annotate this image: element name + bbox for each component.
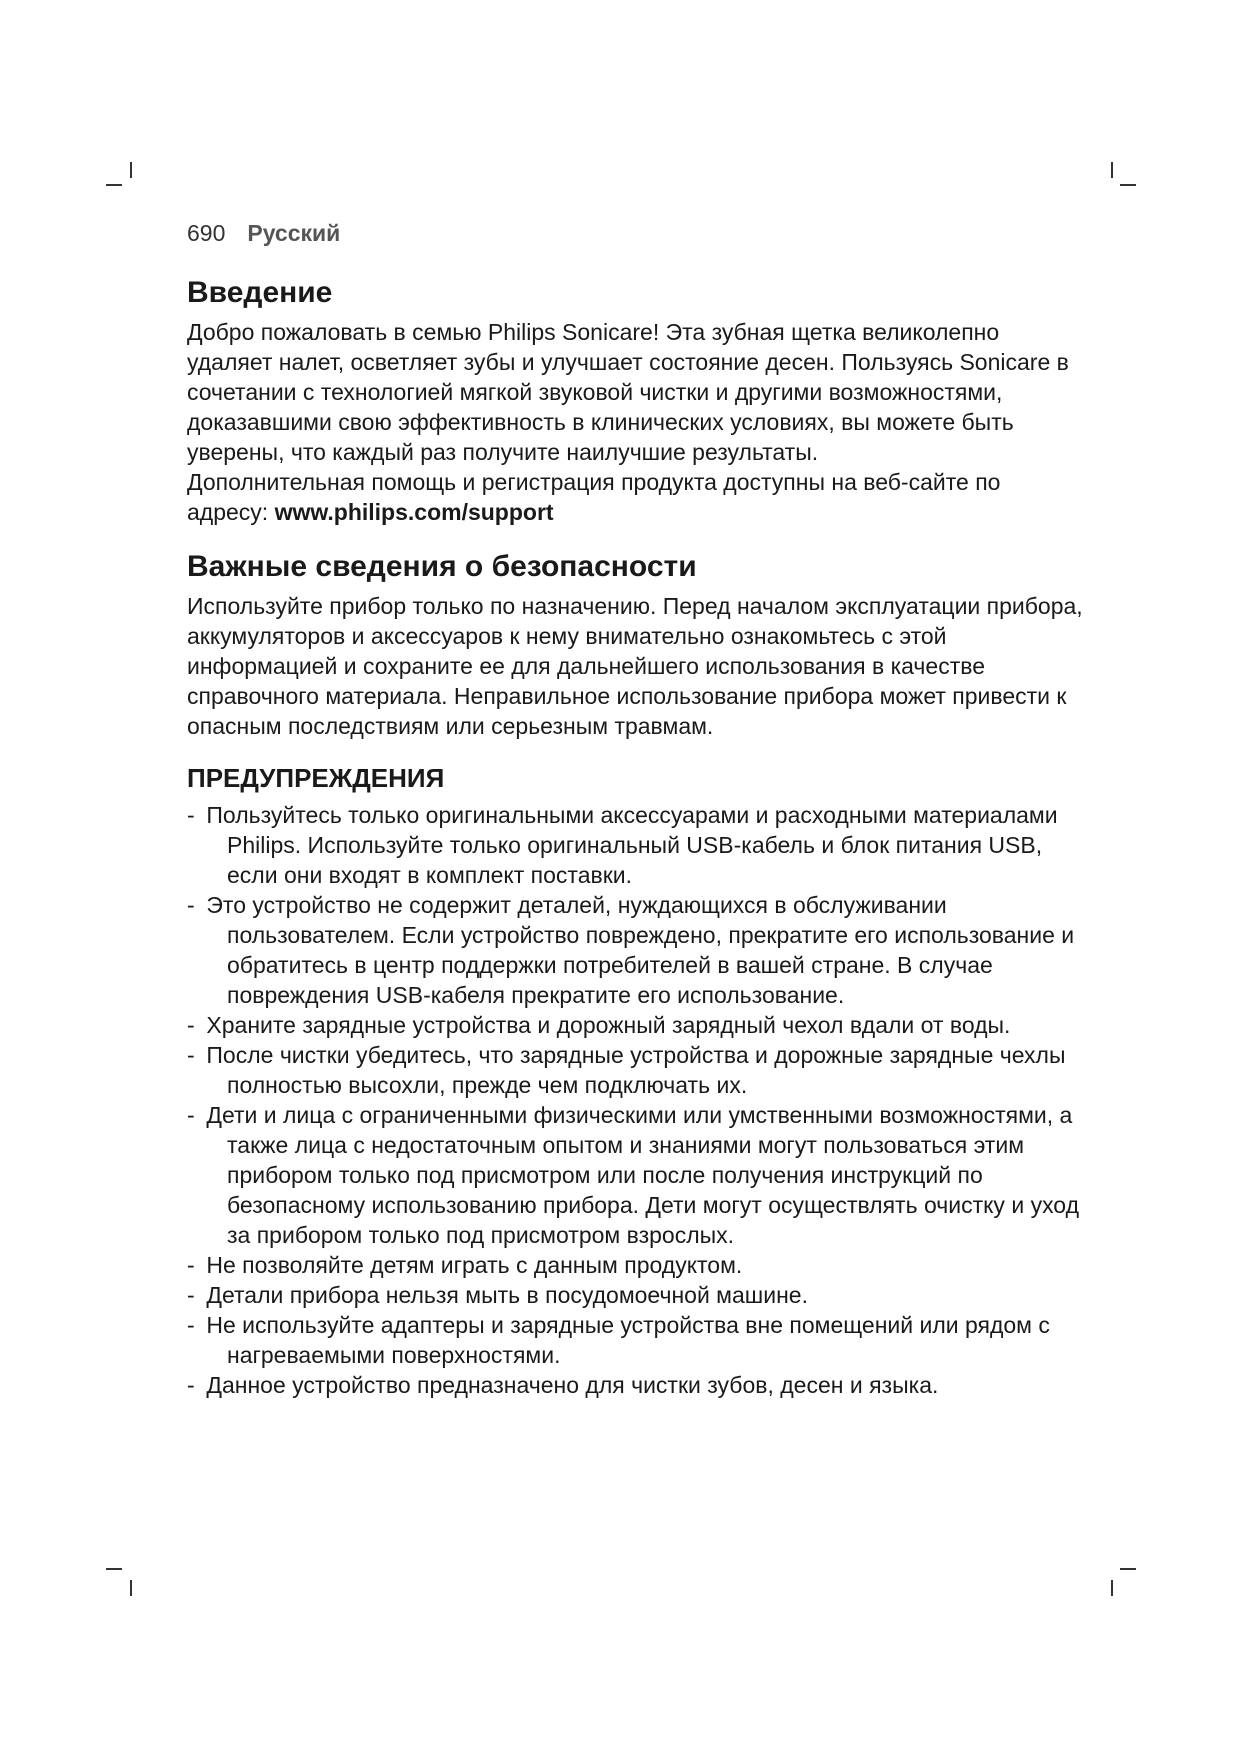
document-page: [187, 220, 1087, 1422]
warning-item-2: [187, 890, 1087, 1010]
crop-mark-top-left-v: [130, 162, 132, 178]
support-text: Дополнительная помощь и регистрация продукта доступны на веб-сайте по адресу:: [187, 469, 1001, 525]
warnings-list: [187, 800, 1087, 1400]
crop-mark-top-left-h: [106, 184, 122, 186]
dash-marker: -: [187, 1372, 195, 1399]
warning-text: Не позволяйте детям играть с данным продуктом.: [206, 1252, 743, 1279]
warning-item-7: [187, 1280, 1087, 1310]
safety-paragraph: Используйте прибор только по назначению. Перед началом эксплуатации прибора, аккумуляторов и аксессуаров к нему внимательно ознакомьтесь с этой информацией и сохраните ее для дальнейшего использования в качестве справочного материала. Неправильное использование прибора может привести к опасным последствиям или серьезным травмам.: [187, 593, 1083, 739]
crop-mark-bottom-right-h: [1120, 1568, 1136, 1570]
warning-item-6: [187, 1250, 1087, 1280]
warning-text: Данное устройство предназначено для чистки зубов, десен и языка.: [206, 1372, 939, 1399]
crop-mark-bottom-left-v: [130, 1580, 132, 1596]
running-head: [187, 220, 1087, 247]
dash-marker: -: [187, 1102, 195, 1129]
warning-text: Дети и лица с ограниченными физическими или умственными возможностями, а также лица с недостаточным опытом и знаниями могут пользоваться этим прибором только под присмотром или после получения инструкций по безопасному использованию прибора. Дети могут осуществлять очистку и уход за прибором только под присмотром взрослых.: [206, 1102, 1080, 1249]
warnings-title: ПРЕДУПРЕЖДЕНИЯ: [187, 763, 445, 793]
crop-mark-top-right-v: [1111, 162, 1113, 178]
support-url-link[interactable]: www.philips.com/support: [274, 499, 554, 525]
warning-item-5: [187, 1100, 1087, 1250]
warning-item-4: [187, 1040, 1087, 1100]
dash-marker: -: [187, 1012, 195, 1039]
intro-title: Введение: [187, 276, 333, 309]
intro-paragraph: Добро пожаловать в семью Philips Sonicare! Эта зубная щетка великолепно удаляет налет, осветляет зубы и улучшает состояние десен. Пользуясь Sonicare в сочетании с технологией мягкой звуковой чистки и другими возможностями, доказавшими свою эффективность в клинических условиях, вы можете быть уверены, что каждый раз получите наилучшие результаты.: [187, 319, 1069, 465]
warning-item-1: [187, 800, 1087, 890]
warning-text: Не используйте адаптеры и зарядные устройства вне помещений или рядом с нагреваемыми поверхностями.: [206, 1312, 1050, 1369]
warning-item-3: [187, 1010, 1087, 1040]
warning-text: Детали прибора нельзя мыть в посудомоечной машине.: [206, 1282, 808, 1309]
intro-section: [187, 275, 1087, 527]
warning-text: Это устройство не содержит деталей, нуждающихся в обслуживании пользователем. Если устройство повреждено, прекратите его использование и обратитесь в центр поддержки потребителей в вашей стране. В случае повреждения USB-кабеля прекратите его использование.: [206, 892, 1075, 1009]
dash-marker: -: [187, 892, 195, 919]
warning-item-8: [187, 1310, 1087, 1370]
crop-mark-top-right-h: [1120, 184, 1136, 186]
page-number: 690: [187, 220, 226, 246]
language-label: Русский: [247, 220, 341, 246]
crop-mark-bottom-right-v: [1111, 1580, 1113, 1596]
crop-mark-bottom-left-h: [106, 1568, 122, 1570]
dash-marker: -: [187, 802, 195, 829]
dash-marker: -: [187, 1282, 195, 1309]
safety-section: [187, 549, 1087, 741]
warnings-section: [187, 763, 1087, 1400]
safety-title: Важные сведения о безопасности: [187, 550, 697, 583]
dash-marker: -: [187, 1252, 195, 1279]
dash-marker: -: [187, 1042, 195, 1069]
warning-item-9: [187, 1370, 1087, 1400]
support-paragraph: [187, 467, 1087, 527]
warning-text: После чистки убедитесь, что зарядные устройства и дорожные зарядные чехлы полностью высохли, прежде чем подключать их.: [206, 1042, 1066, 1099]
warning-text: Пользуйтесь только оригинальными аксессуарами и расходными материалами Philips. Используйте только оригинальный USB-кабель и блок питания USB, если они входят в комплект поставки.: [206, 802, 1058, 889]
dash-marker: -: [187, 1312, 195, 1339]
warning-text: Храните зарядные устройства и дорожный зарядный чехол вдали от воды.: [206, 1012, 1011, 1039]
